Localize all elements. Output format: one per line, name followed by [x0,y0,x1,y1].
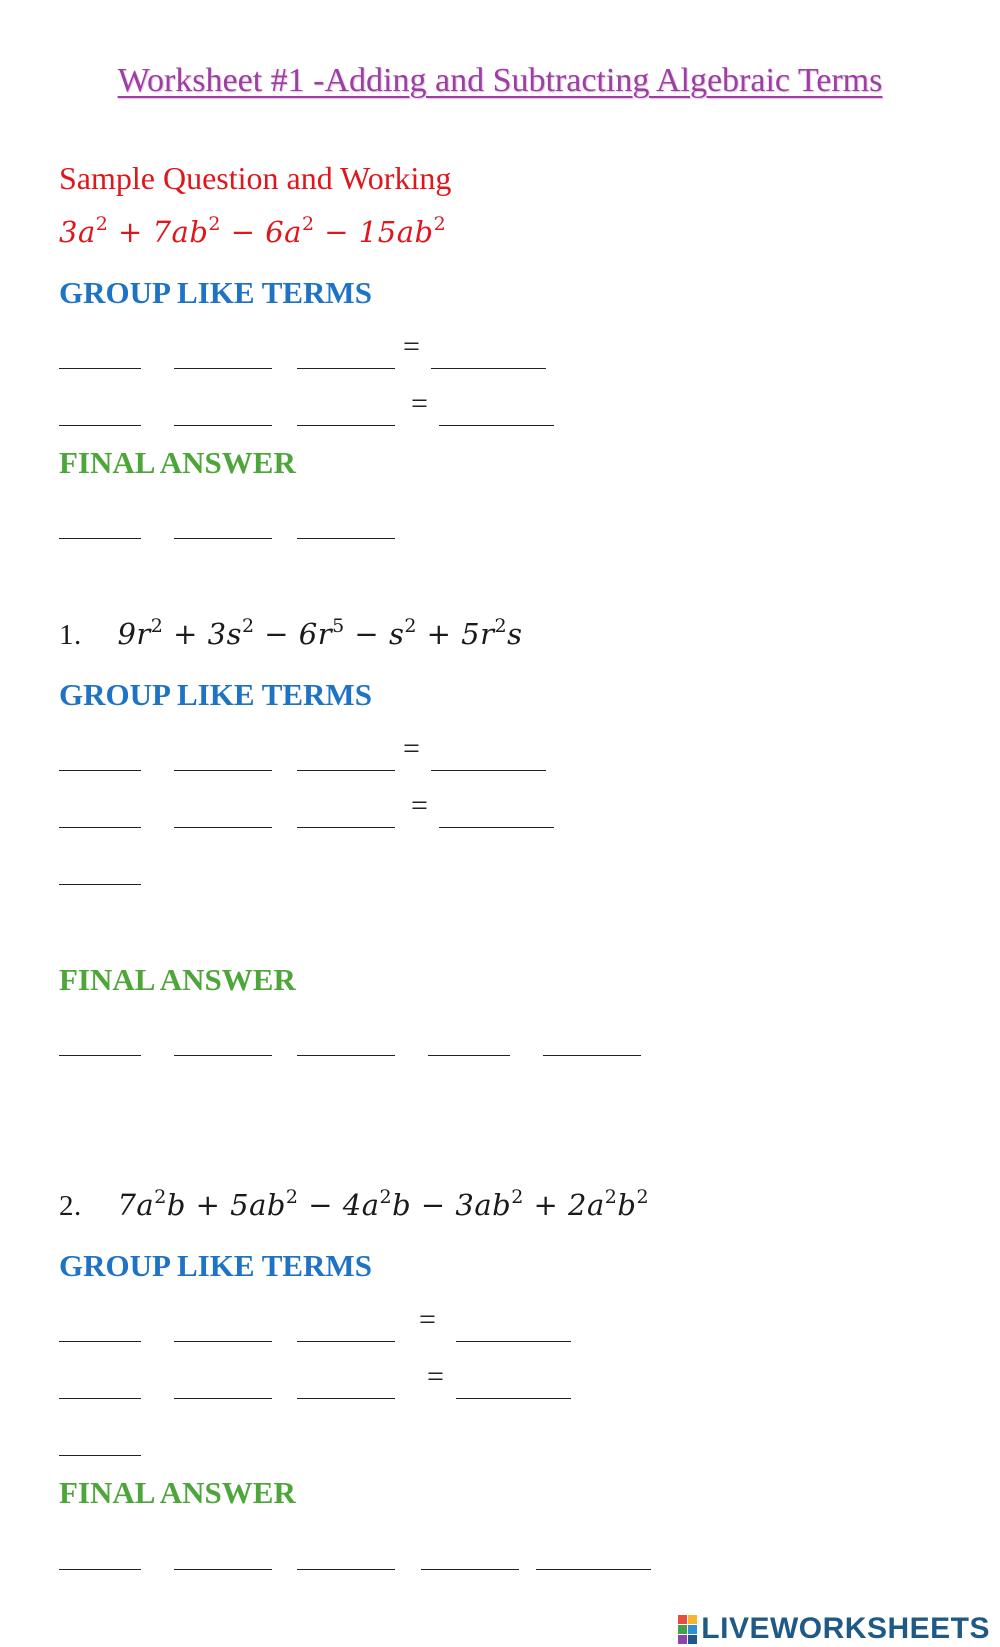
q1-final-blank[interactable] [543,1055,641,1056]
q2-group-label: GROUP LIKE TERMS [59,1248,372,1283]
q2-final-blank[interactable] [536,1569,651,1570]
sample-result-blank[interactable] [431,368,546,369]
q1-final-blank[interactable] [297,1055,395,1056]
sample-group-blank[interactable] [297,425,395,426]
sample-result-blank[interactable] [439,425,554,426]
q2-final-blank[interactable] [174,1569,272,1570]
q2-final-label: FINAL ANSWER [59,1475,296,1510]
q1-group-label: GROUP LIKE TERMS [59,677,372,712]
equals-sign: = [419,1303,436,1336]
equals-sign: = [427,1360,444,1393]
q1-group-blank[interactable] [297,770,395,771]
sample-expression: $3a^2 + 7ab^2 - 6a^2 - 15ab^2$ [59,213,447,249]
q1-group-blank[interactable] [174,770,272,771]
q1-result-blank[interactable] [439,827,554,828]
q2-final-blank[interactable] [297,1569,395,1570]
question-1-expression: 1. $9r^2 + 3s^2 - 6r^5 - s^2 + 5r^2s$ [59,615,523,651]
q2-group-blank[interactable] [174,1341,272,1342]
sample-group-label: GROUP LIKE TERMS [59,275,372,310]
q1-final-label: FINAL ANSWER [59,962,296,997]
sample-group-blank[interactable] [59,425,141,426]
q1-final-blank[interactable] [428,1055,510,1056]
question-number: 2. [59,1190,82,1222]
sample-final-blank[interactable] [297,538,395,539]
liveworksheets-logo-icon [678,1615,697,1644]
q2-result-blank[interactable] [456,1398,571,1399]
sample-group-blank[interactable] [174,368,272,369]
sample-group-blank[interactable] [59,368,141,369]
q2-extra-blank[interactable] [59,1455,141,1456]
sample-final-blank[interactable] [59,538,141,539]
q2-final-blank[interactable] [59,1569,141,1570]
q1-result-blank[interactable] [431,770,546,771]
q1-final-blank[interactable] [59,1055,141,1056]
worksheet-title: Worksheet #1 -Adding and Subtracting Algebraic Terms [117,62,883,99]
sample-final-blank[interactable] [174,538,272,539]
liveworksheets-logo [678,1612,990,1646]
sample-group-blank[interactable] [297,368,395,369]
question-2-expression: 2. $7a^2b + 5ab^2 - 4a^2b - 3ab^2 + 2a^2b^2$ [59,1186,650,1222]
q2-group-blank[interactable] [59,1398,141,1399]
equals-sign: = [403,732,420,765]
brand-name: LIVEWORKSHEETS [701,1612,990,1645]
q1-group-blank[interactable] [59,770,141,771]
q2-group-blank[interactable] [174,1398,272,1399]
q2-group-blank[interactable] [59,1341,141,1342]
sample-heading: Sample Question and Working [59,160,452,196]
q1-group-blank[interactable] [59,827,141,828]
q2-group-blank[interactable] [297,1398,395,1399]
question-number: 1. [59,619,82,651]
sample-final-label: FINAL ANSWER [59,445,296,480]
equals-sign: = [411,387,428,420]
sample-group-blank[interactable] [174,425,272,426]
q1-final-blank[interactable] [174,1055,272,1056]
equals-sign: = [411,789,428,822]
q2-group-blank[interactable] [297,1341,395,1342]
q1-extra-blank[interactable] [59,884,141,885]
equals-sign: = [403,330,420,363]
q1-group-blank[interactable] [174,827,272,828]
q1-group-blank[interactable] [297,827,395,828]
q2-result-blank[interactable] [456,1341,571,1342]
q2-final-blank[interactable] [421,1569,519,1570]
